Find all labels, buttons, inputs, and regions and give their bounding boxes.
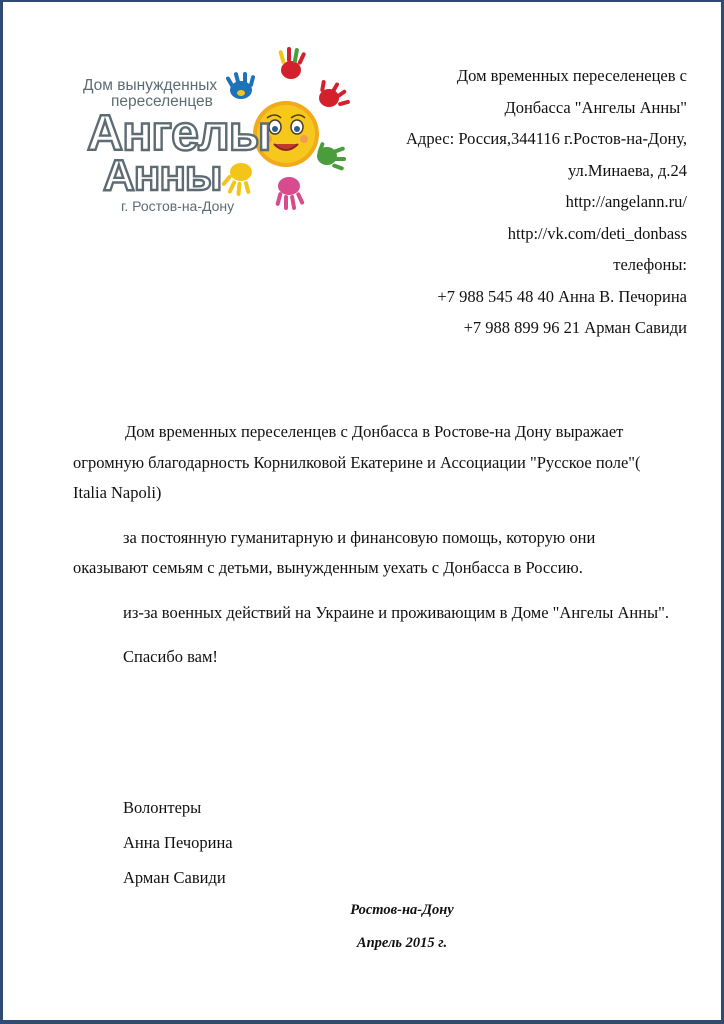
logo-city: г. Ростов-на-Дону — [121, 198, 235, 214]
address-line: Донбасса "Ангелы Анны" — [504, 97, 687, 117]
logo-line1: Дом вынужденных — [83, 77, 218, 94]
address-line: Дом временных переселенецев с — [456, 66, 687, 85]
signature-name: Арман Савиди — [123, 868, 226, 887]
vk-link[interactable]: http://vk.com/deti_donbass — [507, 223, 687, 243]
body-paragraph: из-за военных действий на Украине и проживающим в Доме "Ангелы Анны". — [123, 602, 669, 622]
hand-print-pink-icon — [275, 177, 305, 210]
phones-label: телефоны: — [613, 255, 687, 274]
signature-title: Волонтеры — [123, 798, 202, 817]
address-line: Адрес: Россия,344116 г.Ростов-на-Дону, — [406, 129, 687, 148]
address-block — [327, 60, 687, 344]
website-link[interactable]: http://angelann.ru/ — [565, 192, 687, 211]
address-line: ул.Минаева, д.24 — [567, 160, 687, 180]
logo-name-word1: Ангелы — [87, 105, 271, 161]
hand-print-yellow-icon — [221, 163, 252, 196]
footer-city: Ростов-на-Дону — [350, 902, 454, 918]
signature-block — [123, 790, 233, 895]
phone-line: +7 988 545 48 40 Анна В. Печорина — [437, 286, 687, 306]
body-paragraph: Дом временных переселенцев с Донбасса в Ростове-на Дону выражает огромную благодарность Корнилковой Екатерине и Ассоциации "Русское поле"( Italia Napoli) — [73, 422, 641, 502]
letter-body — [73, 417, 673, 687]
footer-date: Апрель 2015 г. — [356, 935, 448, 951]
hand-print-blue-icon — [225, 72, 255, 99]
thanks-line: Спасибо вам! — [123, 647, 218, 666]
body-paragraph: за постоянную гуманитарную и финансовую помощь, которую они оказывают семьям с детьми, вынужденным уехать с Донбасса в Россию. — [73, 527, 596, 577]
logo-name-word2: Анны — [103, 151, 222, 200]
logo-line2: переселенцев — [111, 93, 213, 110]
signature-name: Анна Печорина — [123, 833, 233, 852]
hand-print-red-top-icon — [278, 47, 306, 79]
phone-line: +7 988 899 96 21 Арман Савиди — [463, 318, 687, 337]
